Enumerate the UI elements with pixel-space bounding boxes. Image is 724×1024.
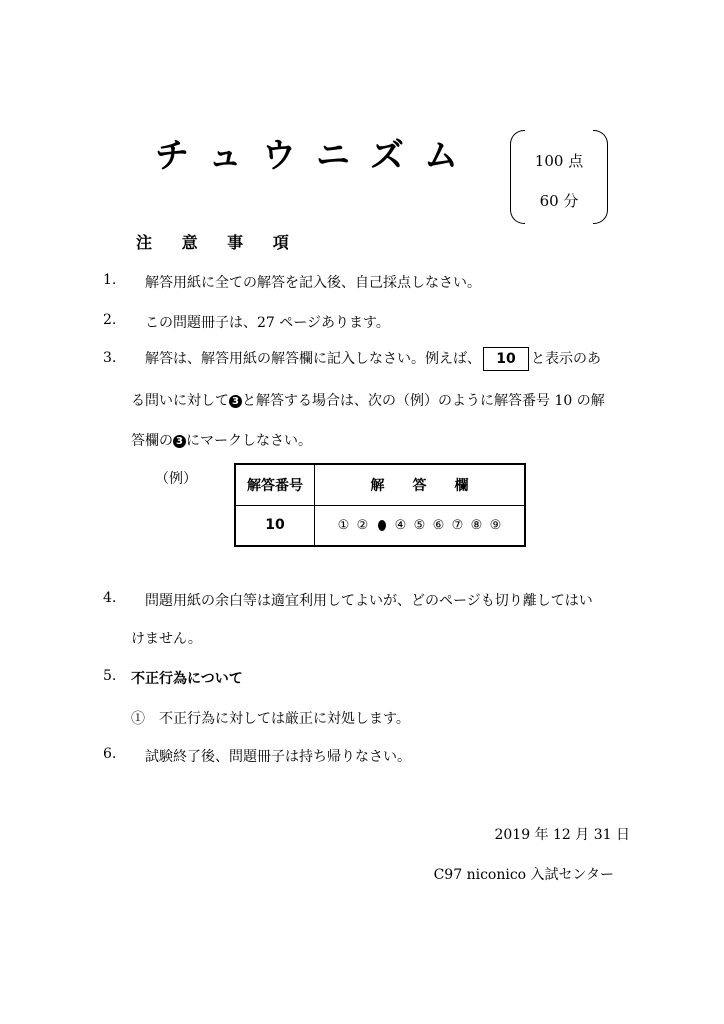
filled-circle-3-icon: 3 [229,395,242,408]
filled-circle-3-icon: 3 [173,435,186,448]
item-text: る問いに対して [131,393,229,409]
issue-date: 2019 年 12 月 31 日 [494,827,630,843]
example-answer-number-box: 10 [483,347,529,371]
header-answer-number: 解答番号 [235,464,315,505]
answer-bubble: ① [337,518,350,534]
item-text: 試験終了後、問題冊子は持ち帰りなさい。 [145,749,411,765]
item-text: この問題冊子は、27 ページあります。 [145,315,390,331]
example-label: （例） [155,471,197,487]
item-text: けません。 [131,631,202,647]
item-number: 2. [103,312,117,328]
score-points: 100 点 [534,152,584,170]
item-text: と解答する場合は、次の（例）のように解答番号 10 の解 [242,393,605,409]
item-3-line-1 [145,347,601,371]
filled-dot-icon [378,520,386,531]
row-answer-number: 10 [235,505,315,546]
example-answer-table [234,463,526,547]
answer-bubble: ⑥ [432,518,445,534]
item-number: 6. [103,746,117,762]
item-number: 4. [103,590,117,606]
item-3-line-2 [131,390,605,410]
item-heading: 不正行為について [131,671,243,687]
item-number: 5. [103,668,117,684]
notice-heading: 注 意 事 項 [136,233,301,252]
item-number: 3. [103,350,117,366]
answer-bubble: ⑨ [489,518,502,534]
item-number: 1. [103,272,117,288]
score-time-box [510,130,608,222]
exam-title: チュウニズム [155,136,478,176]
item-text: 解答は、解答用紙の解答欄に記入しなさい。例えば、 [145,351,481,367]
answer-bubble: ⑤ [413,518,426,534]
header-answer-column: 解 答 欄 [315,464,526,505]
item-3-line-3 [131,430,312,450]
item-text: 答欄の [131,433,173,449]
item-text: と表示のあ [531,351,601,367]
answer-bubble: ② [356,518,369,534]
item-text: 解答用紙に全ての解答を記入後、自己採点しなさい。 [145,275,481,291]
answer-bubble: ⑧ [470,518,483,534]
item-subtext: ① 不正行為に対しては厳正に対処します。 [131,711,410,727]
issuer: C97 niconico 入試センター [433,867,614,883]
answer-bubbles [315,505,526,546]
item-text: にマークしなさい。 [186,433,312,449]
item-text: 問題用紙の余白等は適宜利用してよいが、どのページも切り離してはい [145,593,593,609]
answer-bubble: ④ [394,518,407,534]
filled-bubble [372,518,391,533]
answer-bubble: ⑦ [451,518,464,534]
time-limit: 60 分 [539,192,579,210]
